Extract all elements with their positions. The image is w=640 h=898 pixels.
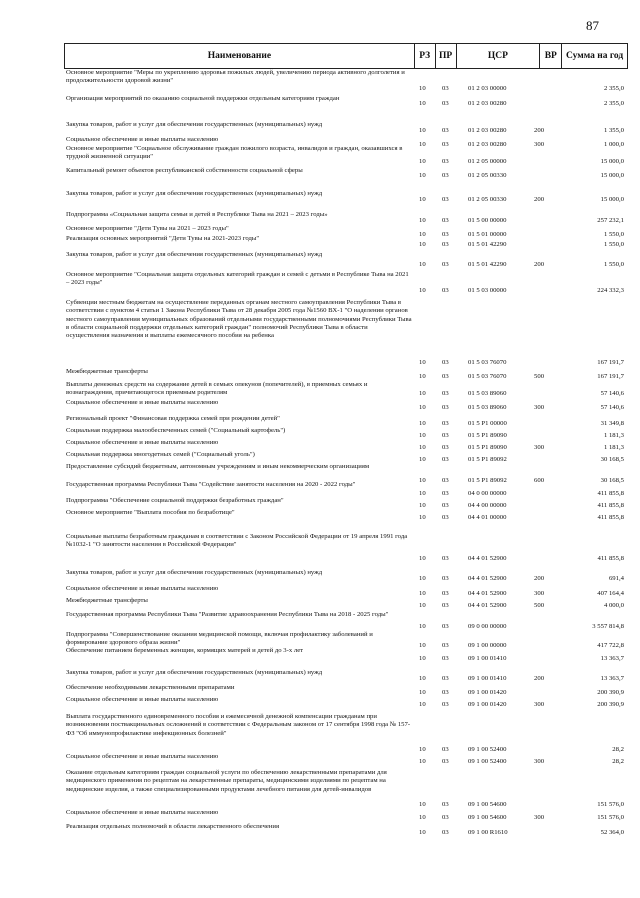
row-csr: 01 5 00 00000 bbox=[468, 217, 507, 224]
row-name: Социальное обеспечение и иные выплаты населению bbox=[66, 439, 219, 446]
row-rz: 10 bbox=[419, 420, 426, 427]
row-rz: 10 bbox=[419, 404, 426, 411]
table-header bbox=[64, 43, 628, 69]
row-csr: 01 5 P1 89092 bbox=[468, 477, 507, 484]
row-name: Организация мероприятий по оказанию социальной поддержки отдельным категориям граждан bbox=[66, 95, 340, 102]
row-csr: 04 4 01 52900 bbox=[468, 555, 507, 562]
row-name: Реализация отдельных полномочий в области лекарственного обеспечения bbox=[66, 823, 280, 830]
row-pr: 03 bbox=[442, 490, 449, 497]
row-rz: 10 bbox=[419, 287, 426, 294]
row-sum: 2 355,0 bbox=[603, 100, 624, 107]
row-pr: 03 bbox=[442, 85, 449, 92]
row-name: Выплаты денежных средств на содержание детей в семьях опекунов (попечителей), в приемных семьях и вознаграждения, причитающегося приемным родителям bbox=[66, 381, 368, 397]
row-name: Основное мероприятие "Выплата пособия по безработице" bbox=[66, 509, 235, 516]
row-sum: 167 191,7 bbox=[597, 373, 624, 380]
row-csr: 01 2 03 00000 bbox=[468, 85, 507, 92]
row-pr: 03 bbox=[442, 555, 449, 562]
row-pr: 03 bbox=[442, 602, 449, 609]
row-name: Социальные выплаты безработным гражданам в соответствии с Законом Российской Федерации от 19 апреля 1991 года №1032-1 "О занятости населения в Российской Федерации" bbox=[66, 533, 408, 549]
row-pr: 03 bbox=[442, 127, 449, 134]
row-csr: 01 5 P1 89090 bbox=[468, 432, 507, 439]
row-rz: 10 bbox=[419, 642, 426, 649]
row-sum: 417 722,8 bbox=[597, 642, 624, 649]
row-csr: 09 1 00 R1610 bbox=[468, 829, 508, 836]
row-pr: 03 bbox=[442, 801, 449, 808]
row-pr: 03 bbox=[442, 390, 449, 397]
row-sum: 3 557 814,8 bbox=[592, 623, 624, 630]
row-csr: 01 5 P1 00000 bbox=[468, 420, 507, 427]
row-name: Социальное обеспечение и иные выплаты населению bbox=[66, 585, 219, 592]
row-rz: 10 bbox=[419, 158, 426, 165]
row-sum: 15 000,0 bbox=[600, 196, 624, 203]
row-sum: 1 000,0 bbox=[603, 141, 624, 148]
row-name: Подпрограмма "Совершенствование оказания медицинской помощи, включая профилактику заболеваний и формирование здорового образа жизни" bbox=[66, 631, 373, 647]
row-name: Основное мероприятие "Социальная защита отдельных категорий граждан и семей с детьми в Республике Тыва на 2021 – 2023 годы" bbox=[66, 271, 409, 287]
row-rz: 10 bbox=[419, 555, 426, 562]
row-csr: 01 2 05 00330 bbox=[468, 172, 507, 179]
row-rz: 10 bbox=[419, 675, 426, 682]
row-sum: 200 390,9 bbox=[597, 701, 624, 708]
row-pr: 03 bbox=[442, 623, 449, 630]
row-pr: 03 bbox=[442, 444, 449, 451]
row-sum: 167 191,7 bbox=[597, 359, 624, 366]
row-pr: 03 bbox=[442, 675, 449, 682]
row-name: Основное мероприятие "Социальное обслуживание граждан пожилого возраста, инвалидов и граждан, оказавшихся в трудной жизненной ситуации" bbox=[66, 145, 403, 161]
row-rz: 10 bbox=[419, 689, 426, 696]
row-vr: 200 bbox=[534, 675, 545, 682]
row-vr: 300 bbox=[534, 758, 545, 765]
row-sum: 1 355,0 bbox=[603, 127, 624, 134]
row-rz: 10 bbox=[419, 231, 426, 238]
row-csr: 01 5 01 00000 bbox=[468, 231, 507, 238]
row-pr: 03 bbox=[442, 655, 449, 662]
row-name: Закупка товаров, работ и услуг для обеспечения государственных (муниципальных) нужд bbox=[66, 190, 323, 197]
row-sum: 1 550,0 bbox=[603, 261, 624, 268]
row-rz: 10 bbox=[419, 456, 426, 463]
row-vr: 500 bbox=[534, 602, 545, 609]
row-rz: 10 bbox=[419, 623, 426, 630]
row-name: Социальное обеспечение и иные выплаты населению bbox=[66, 809, 219, 816]
row-name: Межбюджетные трансферты bbox=[66, 368, 148, 375]
row-rz: 10 bbox=[419, 141, 426, 148]
row-sum: 151 576,0 bbox=[597, 814, 624, 821]
row-csr: 04 4 01 52900 bbox=[468, 602, 507, 609]
row-rz: 10 bbox=[419, 575, 426, 582]
row-name: Закупка товаров, работ и услуг для обеспечения государственных (муниципальных) нужд bbox=[66, 669, 323, 676]
header-sum: Сумма на год bbox=[561, 44, 627, 68]
row-rz: 10 bbox=[419, 196, 426, 203]
row-sum: 52 364,0 bbox=[600, 829, 624, 836]
row-csr: 04 4 01 52900 bbox=[468, 590, 507, 597]
row-rz: 10 bbox=[419, 172, 426, 179]
row-sum: 411 855,8 bbox=[597, 502, 624, 509]
row-sum: 1 181,3 bbox=[603, 444, 624, 451]
row-csr: 09 1 00 54600 bbox=[468, 814, 507, 821]
row-pr: 03 bbox=[442, 814, 449, 821]
row-csr: 01 5 P1 89090 bbox=[468, 444, 507, 451]
row-csr: 01 2 05 00000 bbox=[468, 158, 507, 165]
row-csr: 01 2 03 00280 bbox=[468, 127, 507, 134]
row-pr: 03 bbox=[442, 261, 449, 268]
row-pr: 03 bbox=[442, 287, 449, 294]
row-pr: 03 bbox=[442, 642, 449, 649]
row-rz: 10 bbox=[419, 746, 426, 753]
row-csr: 04 0 00 00000 bbox=[468, 490, 507, 497]
row-sum: 30 168,5 bbox=[600, 456, 624, 463]
row-rz: 10 bbox=[419, 514, 426, 521]
row-pr: 03 bbox=[442, 141, 449, 148]
row-name: Выплата государственного единовременного пособия и ежемесячной денежной компенсации гражданам при возникновении поствакцинальных осложнений в соответствии с Федеральным законом от 17 сентября 1998 года № 157-ФЗ "Об иммунопрофилактике инфекционных болезней" bbox=[66, 713, 411, 737]
row-csr: 01 2 03 00280 bbox=[468, 141, 507, 148]
row-pr: 03 bbox=[442, 432, 449, 439]
row-name: Обеспечение необходимыми лекарственными препаратами bbox=[66, 684, 235, 691]
row-sum: 30 168,5 bbox=[600, 477, 624, 484]
row-name: Обеспечение питанием беременных женщин, кормящих матерей и детей до 3-х лет bbox=[66, 647, 304, 654]
row-pr: 03 bbox=[442, 477, 449, 484]
row-rz: 10 bbox=[419, 127, 426, 134]
row-pr: 03 bbox=[442, 502, 449, 509]
row-sum: 57 140,6 bbox=[600, 404, 624, 411]
row-csr: 01 5 03 89060 bbox=[468, 390, 507, 397]
row-name: Основное мероприятие "Меры по укреплению здоровья пожилых людей, увеличению периода активного долголетия и продолжительности здоровой жизни" bbox=[66, 69, 405, 85]
row-sum: 15 000,0 bbox=[600, 158, 624, 165]
row-name: Закупка товаров, работ и услуг для обеспечения государственных (муниципальных) нужд bbox=[66, 569, 323, 576]
row-rz: 10 bbox=[419, 814, 426, 821]
row-pr: 03 bbox=[442, 746, 449, 753]
row-sum: 13 363,7 bbox=[600, 675, 624, 682]
row-sum: 28,2 bbox=[612, 758, 624, 765]
row-sum: 411 855,8 bbox=[597, 555, 624, 562]
row-name: Социальное обеспечение и иные выплаты населению bbox=[66, 399, 219, 406]
row-name: Государственная программа Республики Тыва "Содействие занятости населения на 2020 - 2022 годы" bbox=[66, 481, 356, 488]
row-pr: 03 bbox=[442, 420, 449, 427]
row-name: Субвенции местным бюджетам на осуществление переданных органам местного самоуправления Республики Тыва в соответствии с пунктом 4 статьи 1 Закона Республики Тыва от 28 декабря 2005 года №1560 ВХ-1 "О наделении органов местного самоуправления муниципальных образований отдельными государственными полномочиями Республики Тыва в области социальной поддержки отдельных категорий граждан" полномочий Республики Тыва в области осуществления назначения и выплаты ежемесячного пособия на ребенка bbox=[66, 299, 412, 340]
row-vr: 300 bbox=[534, 141, 545, 148]
budget-table bbox=[64, 43, 628, 879]
row-rz: 10 bbox=[419, 829, 426, 836]
row-name: Социальное обеспечение и иные выплаты населению bbox=[66, 753, 219, 760]
row-csr: 01 5 03 76070 bbox=[468, 359, 507, 366]
row-name: Региональный проект "Финансовая поддержка семей при рождении детей" bbox=[66, 415, 280, 422]
row-csr: 01 5 01 42290 bbox=[468, 261, 507, 268]
row-name: Подпрограмма «Социальная защита семьи и детей в Республике Тыва на 2021 – 2023 годы» bbox=[66, 211, 328, 218]
row-csr: 04 4 01 52900 bbox=[468, 575, 507, 582]
row-sum: 411 855,8 bbox=[597, 514, 624, 521]
row-name: Подпрограмма "Обеспечение социальной поддержки безработных граждан" bbox=[66, 497, 284, 504]
row-rz: 10 bbox=[419, 373, 426, 380]
row-rz: 10 bbox=[419, 502, 426, 509]
row-vr: 200 bbox=[534, 575, 545, 582]
row-sum: 1 181,3 bbox=[603, 432, 624, 439]
row-vr: 600 bbox=[534, 477, 545, 484]
row-pr: 03 bbox=[442, 758, 449, 765]
row-csr: 01 2 03 00280 bbox=[468, 100, 507, 107]
row-rz: 10 bbox=[419, 590, 426, 597]
row-pr: 03 bbox=[442, 158, 449, 165]
row-rz: 10 bbox=[419, 432, 426, 439]
row-pr: 03 bbox=[442, 689, 449, 696]
page-number: 87 bbox=[586, 18, 599, 33]
row-pr: 03 bbox=[442, 172, 449, 179]
row-pr: 03 bbox=[442, 590, 449, 597]
row-pr: 03 bbox=[442, 217, 449, 224]
row-rz: 10 bbox=[419, 801, 426, 808]
header-pr: ПР bbox=[435, 44, 456, 68]
row-csr: 09 1 00 01420 bbox=[468, 689, 507, 696]
row-rz: 10 bbox=[419, 477, 426, 484]
row-rz: 10 bbox=[419, 261, 426, 268]
row-csr: 01 5 03 76070 bbox=[468, 373, 507, 380]
row-vr: 200 bbox=[534, 196, 545, 203]
row-vr: 300 bbox=[534, 444, 545, 451]
row-vr: 300 bbox=[534, 701, 545, 708]
row-rz: 10 bbox=[419, 490, 426, 497]
row-sum: 1 550,0 bbox=[603, 231, 624, 238]
row-pr: 03 bbox=[442, 829, 449, 836]
row-sum: 13 363,7 bbox=[600, 655, 624, 662]
row-vr: 300 bbox=[534, 404, 545, 411]
header-name: Наименование bbox=[207, 51, 272, 61]
row-sum: 151 576,0 bbox=[597, 801, 624, 808]
row-name: Социальное обеспечение и иные выплаты населению bbox=[66, 696, 219, 703]
row-pr: 03 bbox=[442, 241, 449, 248]
row-pr: 03 bbox=[442, 373, 449, 380]
row-name: Межбюджетные трансферты bbox=[66, 597, 148, 604]
row-name: Закупка товаров, работ и услуг для обеспечения государственных (муниципальных) нужд bbox=[66, 251, 323, 258]
row-rz: 10 bbox=[419, 217, 426, 224]
row-rz: 10 bbox=[419, 390, 426, 397]
row-sum: 28,2 bbox=[612, 746, 624, 753]
row-rz: 10 bbox=[419, 359, 426, 366]
row-rz: 10 bbox=[419, 241, 426, 248]
row-csr: 04 4 01 00000 bbox=[468, 514, 507, 521]
row-name: Реализация основных мероприятий "Дети Тувы на 2021-2023 годы" bbox=[66, 235, 260, 242]
row-pr: 03 bbox=[442, 514, 449, 521]
row-csr: 09 1 00 52400 bbox=[468, 746, 507, 753]
row-sum: 200 390,9 bbox=[597, 689, 624, 696]
row-csr: 01 5 03 00000 bbox=[468, 287, 507, 294]
row-rz: 10 bbox=[419, 602, 426, 609]
row-pr: 03 bbox=[442, 575, 449, 582]
row-pr: 03 bbox=[442, 456, 449, 463]
row-rz: 10 bbox=[419, 701, 426, 708]
table-body bbox=[64, 69, 628, 879]
row-name: Закупка товаров, работ и услуг для обеспечения государственных (муниципальных) нужд bbox=[66, 121, 323, 128]
row-csr: 09 1 00 54600 bbox=[468, 801, 507, 808]
row-csr: 09 1 00 52400 bbox=[468, 758, 507, 765]
row-csr: 01 2 05 00330 bbox=[468, 196, 507, 203]
row-vr: 200 bbox=[534, 127, 545, 134]
row-sum: 224 332,3 bbox=[597, 287, 624, 294]
row-pr: 03 bbox=[442, 701, 449, 708]
row-sum: 31 349,8 bbox=[600, 420, 624, 427]
row-pr: 03 bbox=[442, 359, 449, 366]
row-rz: 10 bbox=[419, 100, 426, 107]
row-name: Социальное обеспечение и иные выплаты населению bbox=[66, 136, 219, 143]
row-vr: 300 bbox=[534, 590, 545, 597]
row-name: Оказание отдельным категориям граждан социальной услуги по обеспечению лекарственными препаратами для медицинского применения по рецептам на лекарственные препараты, медицинскими изделиями по рецептам на медицинские изделия, а также специализированными продуктами лечебного питания для детей-инвалидов bbox=[66, 769, 387, 793]
row-csr: 04 4 00 00000 bbox=[468, 502, 507, 509]
row-pr: 03 bbox=[442, 404, 449, 411]
header-rz: РЗ bbox=[414, 44, 435, 68]
row-sum: 15 000,0 bbox=[600, 172, 624, 179]
header-csr: ЦСР bbox=[456, 44, 540, 68]
header-vr: ВР bbox=[539, 44, 561, 68]
row-rz: 10 bbox=[419, 444, 426, 451]
row-sum: 257 232,1 bbox=[597, 217, 624, 224]
row-sum: 57 140,6 bbox=[600, 390, 624, 397]
row-sum: 1 550,0 bbox=[603, 241, 624, 248]
row-vr: 300 bbox=[534, 814, 545, 821]
row-name: Основное мероприятие "Дети Тувы на 2021 – 2023 годы" bbox=[66, 225, 229, 232]
row-name: Социальная поддержка многодетных семей ("Социальный уголь") bbox=[66, 451, 255, 458]
row-rz: 10 bbox=[419, 758, 426, 765]
row-pr: 03 bbox=[442, 100, 449, 107]
row-csr: 01 5 03 89060 bbox=[468, 404, 507, 411]
row-csr: 09 0 00 00000 bbox=[468, 623, 507, 630]
row-sum: 691,4 bbox=[608, 575, 624, 582]
row-sum: 407 164,4 bbox=[597, 590, 624, 597]
row-csr: 01 5 P1 89092 bbox=[468, 456, 507, 463]
row-sum: 411 855,8 bbox=[597, 490, 624, 497]
row-rz: 10 bbox=[419, 85, 426, 92]
row-sum: 4 000,0 bbox=[603, 602, 624, 609]
row-sum: 2 355,0 bbox=[603, 85, 624, 92]
row-csr: 09 1 00 01420 bbox=[468, 701, 507, 708]
row-csr: 09 1 00 01410 bbox=[468, 655, 507, 662]
row-pr: 03 bbox=[442, 231, 449, 238]
row-name: Государственная программа Республики Тыва "Развитие здравоохранения Республики Тыва на 2018 - 2025 годы" bbox=[66, 611, 389, 618]
row-csr: 09 1 00 00000 bbox=[468, 642, 507, 649]
row-name: Предоставление субсидий бюджетным, автономным учреждениям и иным некоммерческим организациям bbox=[66, 463, 370, 470]
row-pr: 03 bbox=[442, 196, 449, 203]
row-name: Капитальный ремонт объектов республиканской собственности социальной сферы bbox=[66, 167, 303, 174]
row-rz: 10 bbox=[419, 655, 426, 662]
row-csr: 09 1 00 01410 bbox=[468, 675, 507, 682]
row-name: Социальная поддержка малообеспеченных семей ("Социальный картофель") bbox=[66, 427, 286, 434]
row-vr: 500 bbox=[534, 373, 545, 380]
row-vr: 200 bbox=[534, 261, 545, 268]
row-csr: 01 5 01 42290 bbox=[468, 241, 507, 248]
